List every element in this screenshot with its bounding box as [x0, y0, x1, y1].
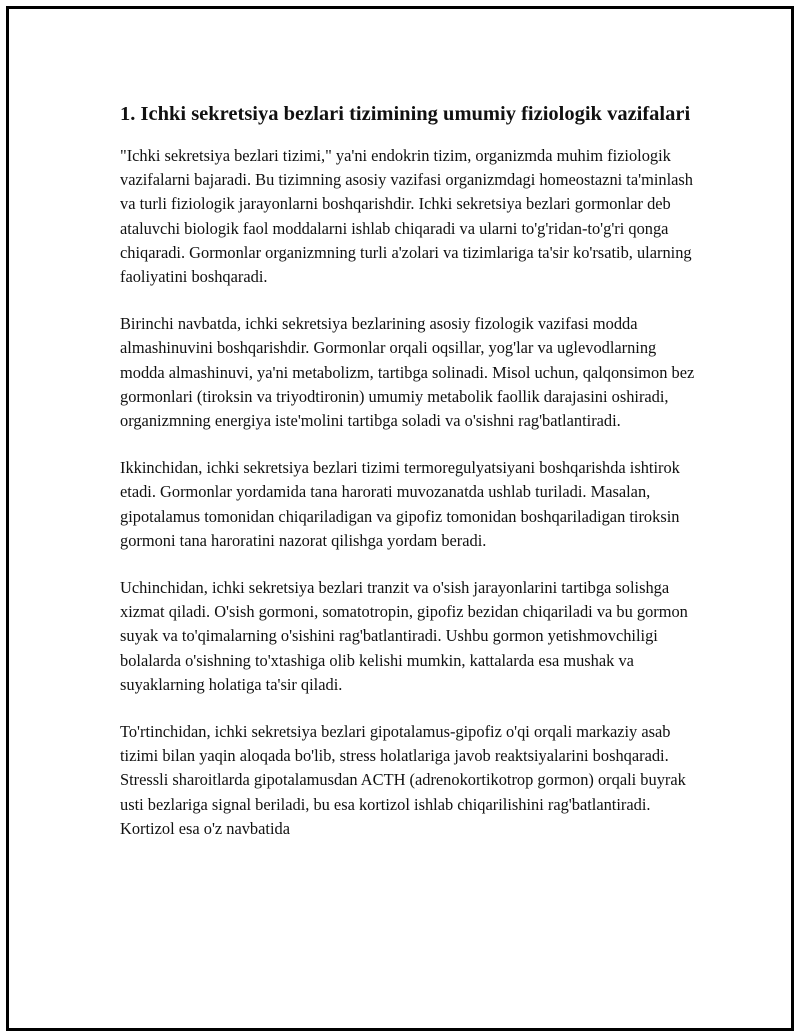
- paragraph-first: Birinchi navbatda, ichki sekretsiya bezlarining asosiy fizologik vazifasi modda almashinuvini boshqarishdir. Gormonlar orqali oqsillar, yog'lar va uglevodlarning modda almashinuvi, ya'ni metabolizm, tartibga solinadi. Misol uchun, qalqonsimon bez gormonlari (tiroksin va triyodtironin) umumiy metabolik faollik darajasini oshiradi, organizmning energiya iste'molini tartibga soladi va o'sishni rag'batlantiradi.: [120, 314, 695, 431]
- paragraph-intro: "Ichki sekretsiya bezlari tizimi," ya'ni endokrin tizim, organizmda muhim fiziologik vazifalarni bajaradi. Bu tizimning asosiy vazifasi organizmdagi homeostazni ta'minlash va turli fiziologik jarayonlarni boshqarishdir. Ichki sekretsiya bezlari gormonlar deb ataluvchi biologik faol moddalarni ishlab chiqaradi va ularni to'g'ridan-to'g'ri qonga chiqaradi. Gormonlar organizmning turli a'zolari va tizimlariga ta'sir ko'rsatib, ularning faoliyatini boshqaradi.: [120, 146, 693, 287]
- section-heading: 1. Ichki sekretsiya bezlari tizimining umumiy fiziologik vazifalari: [120, 103, 691, 125]
- document-body: [120, 101, 695, 864]
- page-frame: [6, 6, 794, 1031]
- paragraph-third: Uchinchidan, ichki sekretsiya bezlari tranzit va o'sish jarayonlarini tartibga solishga xizmat qiladi. O'sish gormoni, somatotropin, gipofiz bezidan chiqariladi va bu gormon suyak va to'qimalarning o'sishini rag'batlantiradi. Ushbu gormon yetishmovchiligi bolalarda o'sishning to'xtashiga olib kelishi mumkin, kattalarda esa mushak va suyaklarning holatiga ta'sir qiladi.: [120, 578, 688, 694]
- paragraph-second: Ikkinchidan, ichki sekretsiya bezlari tizimi termoregulyatsiyani boshqarishda ishtirok etadi. Gormonlar yordamida tana harorati muvozanatda ushlab turiladi. Masalan, gipotalamus tomonidan chiqariladigan va gipofiz tomonidan boshqariladigan tiroksin gormoni tana haroratini nazorat qilishga yordam beradi.: [120, 458, 680, 550]
- paragraph-fourth: To'rtinchidan, ichki sekretsiya bezlari gipotalamus-gipofiz o'qi orqali markaziy asab tizimi bilan yaqin aloqada bo'lib, stress holatlariga javob reaktsiyalarini boshqaradi. Stressli sharoitlarda gipotalamusdan ACTH (adrenokortikotrop gormon) orqali buyrak usti bezlariga signal beriladi, bu esa kortizol ishlab chiqarilishini rag'batlantiradi. Kortizol esa o'z navbatida: [120, 722, 686, 838]
